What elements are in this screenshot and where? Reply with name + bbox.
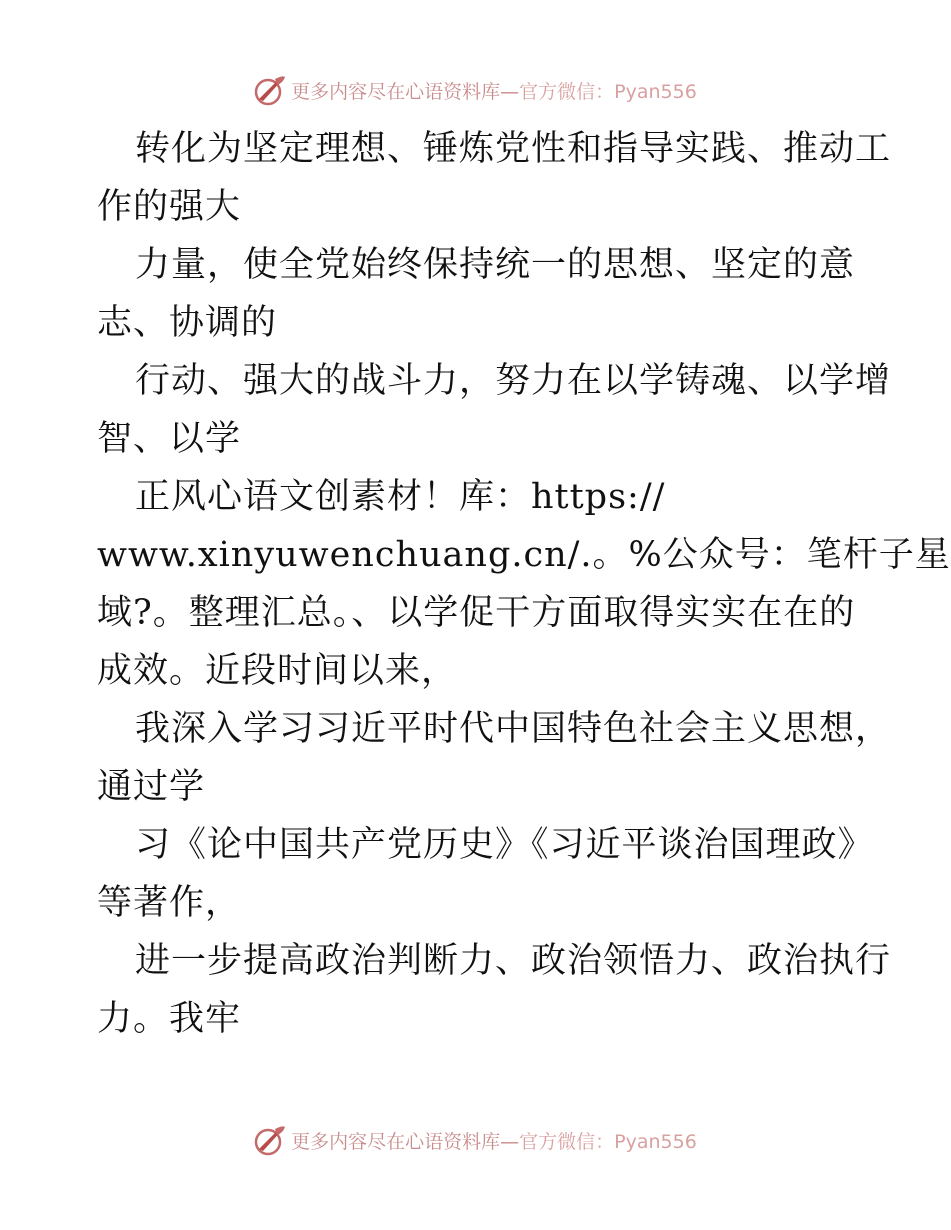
text-line: 成效。近段时间以来， [97, 651, 458, 691]
text-line: 行动、强大的战斗力，努力在以学铸魂、以学增 [135, 361, 892, 401]
header-watermark-banner [0, 70, 950, 110]
text-line: 我深入学习习近平时代中国特色社会主义思想， [135, 709, 892, 749]
text-line: 力量，使全党始终保持统一的思想、坚定的意 [135, 245, 856, 285]
text-line: 作的强大 [97, 187, 242, 227]
footer-watermark-banner [0, 1120, 950, 1160]
text-line: 正风心语文创素材！库：https:// [135, 477, 666, 517]
text-line: 域?。整理汇总。、以学促干方面取得实实在在的 [97, 593, 856, 633]
text-line: 志、协调的 [97, 303, 278, 343]
text-line: 习《论中国共产党历史》《习近平谈治国理政》 [135, 825, 874, 865]
text-line: 进一步提高政治判断力、政治领悟力、政治执行 [135, 941, 892, 981]
text-line: 力。我牢 [97, 999, 242, 1039]
text-line: 智、以学 [97, 419, 242, 459]
document-body [97, 120, 951, 1048]
text-line: 转化为坚定理想、锤炼党性和指导实践、推动工 [135, 129, 892, 169]
quill-logo-icon [253, 1123, 287, 1157]
text-line: 通过学 [97, 767, 206, 807]
text-line: 等著作， [97, 883, 242, 923]
header-banner-text: 更多内容尽在心语资料库—官方微信：Pyan556 [291, 80, 697, 103]
quill-logo-icon [253, 73, 287, 107]
footer-banner-text: 更多内容尽在心语资料库—官方微信：Pyan556 [291, 1130, 697, 1153]
text-line: www.xinyuwenchuang.cn/.。%公众号：笔杆子星 [97, 535, 951, 575]
